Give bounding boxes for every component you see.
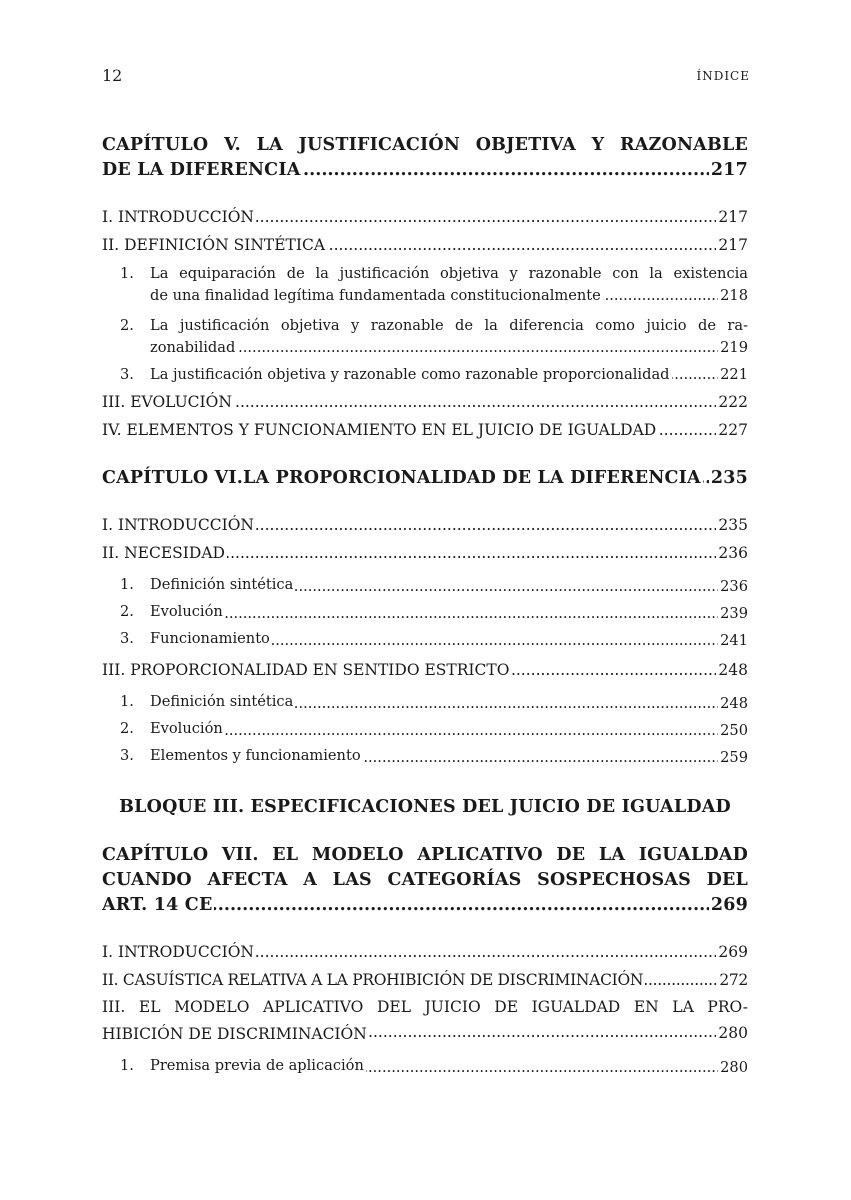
chapter-5-title-line2: DE LA DIFERENCIA	[102, 160, 301, 180]
chapter-6-heading[interactable]	[102, 466, 748, 491]
toc-subentry[interactable]: 3. La justificación objetiva y razonable como razonable proporcionalidad 221 .....	[102, 364, 748, 386]
toc-subentry[interactable]: 1. La equiparación de la justificación objetiva y razonable con la existencia de una finalidad legítima fundamentada constitucionalmente 218 .....	[102, 263, 748, 307]
toc-entry[interactable]: I. INTRODUCCIÓN 217 .....	[102, 203, 748, 231]
toc-subentry[interactable]: 3. Funcionamiento 241 .....	[102, 625, 748, 652]
toc-entry[interactable]: I. INTRODUCCIÓN 269 .....	[102, 938, 748, 966]
chapter-7-page: 269	[709, 893, 748, 918]
table-of-contents	[102, 133, 748, 1079]
toc-entry[interactable]: I. INTRODUCCIÓN 235 .....	[102, 511, 748, 539]
chapter-7-title-line3: ART. 14 CE	[102, 895, 213, 915]
toc-entry[interactable]: II. CASUÍSTICA RELATIVA A LA PROHIBICIÓN DE DISCRIMINACIÓN 272 .....	[102, 966, 748, 994]
toc-subentry[interactable]: 2. La justificación objetiva y razonable de la diferencia como juicio de ra- zonabilidad 219 .....	[102, 315, 748, 359]
part-3-heading: BLOQUE III. ESPECIFICACIONES DEL JUICIO DE IGUALDAD	[119, 797, 731, 817]
page-header	[102, 66, 750, 90]
page-number: 12	[102, 66, 123, 85]
toc-entry[interactable]: III. EL MODELO APLICATIVO DEL JUICIO DE IGUALDAD EN LA PRO- HIBICIÓN DE DISCRIMINACIÓN 280 .....	[102, 994, 748, 1046]
toc-subentry[interactable]: 1. Premisa previa de aplicación 280 .....	[102, 1052, 748, 1079]
toc-entry[interactable]: II. DEFINICIÓN SINTÉTICA 217 .....	[102, 231, 748, 259]
chapter-5-heading[interactable]	[102, 133, 748, 183]
chapter-6-title: CAPÍTULO VI.LA PROPORCIONALIDAD DE LA DIFERENCIA	[102, 468, 701, 488]
toc-subentry[interactable]: 3. Elementos y funcionamiento 259 .....	[102, 742, 748, 769]
toc-subentry[interactable]: 1. Definición sintética 248 .....	[102, 688, 748, 715]
toc-entry[interactable]: III. PROPORCIONALIDAD EN SENTIDO ESTRICTO 248 .....	[102, 656, 748, 684]
running-head: ÍNDICE	[696, 69, 750, 83]
toc-entry[interactable]: II. NECESIDAD 236 .....	[102, 539, 748, 567]
toc-entry[interactable]: III. EVOLUCIÓN 222 .....	[102, 388, 748, 416]
toc-subentry[interactable]: 1. Definición sintética 236 .....	[102, 571, 748, 598]
chapter-5-page: 217	[709, 158, 748, 183]
chapter-7-title-line1: CAPÍTULO VII. EL MODELO APLICATIVO DE LA IGUALDAD	[102, 845, 748, 865]
toc-subentry[interactable]: 2. Evolución 250 .....	[102, 715, 748, 742]
toc-subentry[interactable]: 2. Evolución 239 .....	[102, 598, 748, 625]
chapter-5-title-line1: CAPÍTULO V. LA JUSTIFICACIÓN OBJETIVA Y RAZONABLE	[102, 135, 748, 155]
chapter-7-heading[interactable]	[102, 843, 748, 918]
chapter-6-page: 235	[709, 466, 748, 491]
chapter-7-title-line2: CUANDO AFECTA A LAS CATEGORÍAS SOSPECHOSAS DEL	[102, 870, 748, 890]
toc-entry[interactable]: IV. ELEMENTOS Y FUNCIONAMIENTO EN EL JUICIO DE IGUALDAD 227 .....	[102, 416, 748, 444]
